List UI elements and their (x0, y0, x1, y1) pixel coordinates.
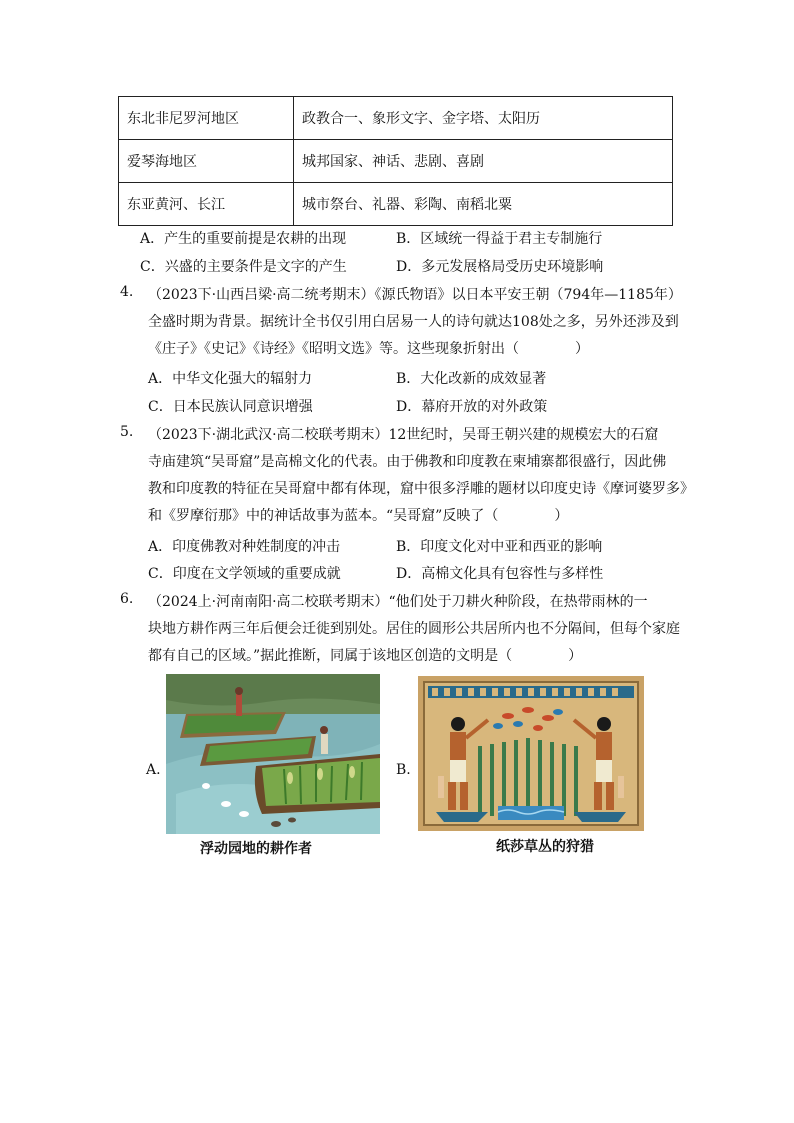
q6-number: 6. (120, 591, 134, 607)
q4-option-b[interactable]: B．大化改新的成效显著 (396, 371, 547, 387)
floating-garden-image[interactable] (166, 674, 380, 834)
image-b-caption: 纸莎草丛的狩猎 (496, 839, 594, 855)
q5-stem-line: 和《罗摩衍那》中的神话故事为蓝本。“吴哥窟”反映了（ ） (148, 508, 569, 524)
q6-option-a[interactable]: A. (146, 762, 161, 778)
table-cell-region: 东北非尼罗河地区 (119, 97, 294, 140)
q4-option-a[interactable]: A．中华文化强大的辐射力 (148, 371, 313, 387)
q6-option-b[interactable]: B. (396, 762, 411, 778)
floating-garden-illustration (166, 674, 380, 834)
table-row (119, 140, 673, 183)
q6-stem-line: 块地方耕作两三年后便会迁徙到别处。居住的圆形公共居所内也不分隔间，但每个家庭 (148, 621, 680, 637)
q4-option-d[interactable]: D．幕府开放的对外政策 (396, 399, 548, 415)
table-cell-region: 东亚黄河、长江 (119, 183, 294, 226)
q3-option-d[interactable]: D．多元发展格局受历史环境影响 (396, 259, 604, 275)
q5-option-b[interactable]: B．印度文化对中亚和西亚的影响 (396, 539, 603, 555)
table-cell-region: 爱琴海地区 (119, 140, 294, 183)
q4-option-c[interactable]: C．日本民族认同意识增强 (148, 399, 313, 415)
q4-stem-line: 《庄子》《史记》《诗经》《昭明文选》等。这些现象折射出（ ） (148, 341, 589, 357)
q3-option-a[interactable]: A．产生的重要前提是农耕的出现 (140, 231, 347, 247)
q4-number: 4. (120, 284, 134, 300)
image-a-caption: 浮动园地的耕作者 (200, 841, 312, 857)
q3-option-b[interactable]: B．区域统一得益于君主专制施行 (396, 231, 603, 247)
table-row (119, 97, 673, 140)
q6-stem-line: （2024上·河南南阳·高二校联考期末）“他们处于刀耕火种阶段，在热带雨林的一 (148, 594, 648, 610)
q5-option-a[interactable]: A．印度佛教对种姓制度的冲击 (148, 539, 341, 555)
table-row (119, 183, 673, 226)
q4-stem-line: （2023下·山西吕梁·高二统考期末）《源氏物语》以日本平安王朝（794年—1185年） (148, 287, 682, 303)
papyrus-hunting-illustration (418, 676, 644, 831)
q5-stem-line: 教和印度教的特征在吴哥窟中都有体现，窟中很多浮雕的题材以印度史诗《摩诃婆罗多》 (148, 481, 694, 497)
q5-stem-line: 寺庙建筑“吴哥窟”是高棉文化的代表。由于佛教和印度教在柬埔寨都很盛行，因此佛 (148, 454, 667, 470)
q5-number: 5. (120, 424, 134, 440)
table-cell-features: 城市祭台、礼器、彩陶、南稻北粟 (294, 183, 673, 226)
q4-stem-line: 全盛时期为背景。据统计全书仅引用白居易一人的诗句就达108处之多，另外还涉及到 (148, 314, 679, 330)
papyrus-hunting-image[interactable] (418, 676, 644, 831)
comparison-table (118, 96, 673, 226)
q5-option-d[interactable]: D．高棉文化具有包容性与多样性 (396, 566, 604, 582)
table-cell-features: 城邦国家、神话、悲剧、喜剧 (294, 140, 673, 183)
table-cell-features: 政教合一、象形文字、金字塔、太阳历 (294, 97, 673, 140)
q5-stem-line: （2023下·湖北武汉·高二校联考期末）12世纪时，吴哥王朝兴建的规模宏大的石窟 (148, 427, 659, 443)
q3-option-c[interactable]: C．兴盛的主要条件是文字的产生 (140, 259, 347, 275)
q6-stem-line: 都有自己的区域。”据此推断，同属于该地区创造的文明是（ ） (148, 648, 583, 664)
q5-option-c[interactable]: C．印度在文学领域的重要成就 (148, 566, 341, 582)
